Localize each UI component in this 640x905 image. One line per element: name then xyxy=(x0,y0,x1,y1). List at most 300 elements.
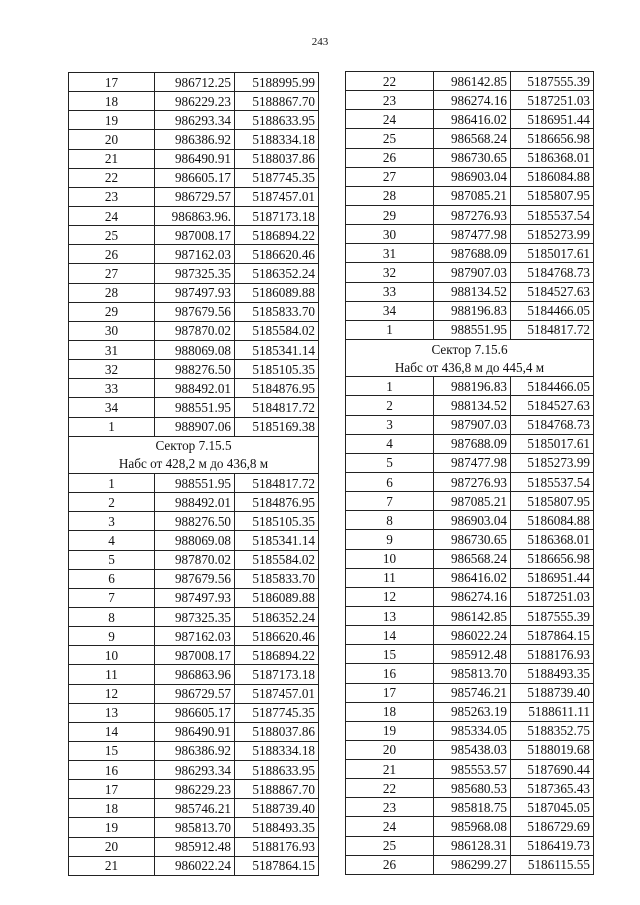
x-coordinate-cell: 986128.31 xyxy=(434,836,511,855)
x-coordinate-cell: 987325.35 xyxy=(155,607,235,626)
point-number-cell: 22 xyxy=(69,168,155,187)
y-coordinate-cell: 5184817.72 xyxy=(511,320,594,339)
point-number-cell: 21 xyxy=(69,856,155,875)
table-row xyxy=(69,473,319,492)
y-coordinate-cell: 5186352.24 xyxy=(235,607,319,626)
point-number-cell: 16 xyxy=(69,761,155,780)
table-row xyxy=(69,111,319,130)
y-coordinate-cell: 5186368.01 xyxy=(511,148,594,167)
y-coordinate-cell: 5187555.39 xyxy=(511,606,594,625)
y-coordinate-cell: 5187457.01 xyxy=(235,684,319,703)
table-row xyxy=(346,798,594,817)
point-number-cell: 4 xyxy=(346,434,434,453)
sector-height-range-row xyxy=(69,455,319,474)
x-coordinate-cell: 985263.19 xyxy=(434,702,511,721)
y-coordinate-cell: 5186089.88 xyxy=(235,588,319,607)
x-coordinate-cell: 986416.02 xyxy=(434,110,511,129)
x-coordinate-cell: 987688.09 xyxy=(434,434,511,453)
x-coordinate-cell: 988492.01 xyxy=(155,379,235,398)
table-row xyxy=(69,512,319,531)
x-coordinate-cell: 986730.65 xyxy=(434,148,511,167)
point-number-cell: 12 xyxy=(69,684,155,703)
y-coordinate-cell: 5187745.35 xyxy=(235,703,319,722)
y-coordinate-cell: 5185341.14 xyxy=(235,340,319,359)
table-row xyxy=(346,511,594,530)
y-coordinate-cell: 5184768.73 xyxy=(511,263,594,282)
x-coordinate-cell: 986568.24 xyxy=(434,549,511,568)
y-coordinate-cell: 5185584.02 xyxy=(235,321,319,340)
y-coordinate-cell: 5188739.40 xyxy=(235,799,319,818)
table-row xyxy=(346,530,594,549)
y-coordinate-cell: 5188633.95 xyxy=(235,111,319,130)
point-number-cell: 20 xyxy=(69,130,155,149)
point-number-cell: 24 xyxy=(346,817,434,836)
y-coordinate-cell: 5184527.63 xyxy=(511,396,594,415)
y-coordinate-cell: 5184876.95 xyxy=(235,493,319,512)
y-coordinate-cell: 5187745.35 xyxy=(235,168,319,187)
y-coordinate-cell: 5188611.11 xyxy=(511,702,594,721)
x-coordinate-cell: 988069.08 xyxy=(155,531,235,550)
table-row xyxy=(69,837,319,856)
x-coordinate-cell: 988069.08 xyxy=(155,340,235,359)
x-coordinate-cell: 986142.85 xyxy=(434,606,511,625)
table-row xyxy=(346,760,594,779)
x-coordinate-cell: 986712.25 xyxy=(155,73,235,92)
y-coordinate-cell: 5188633.95 xyxy=(235,761,319,780)
x-coordinate-cell: 986293.34 xyxy=(155,111,235,130)
x-coordinate-cell: 986142.85 xyxy=(434,72,511,91)
point-number-cell: 8 xyxy=(69,607,155,626)
table-row xyxy=(346,779,594,798)
y-coordinate-cell: 5184876.95 xyxy=(235,379,319,398)
point-number-cell: 3 xyxy=(346,415,434,434)
point-number-cell: 27 xyxy=(346,167,434,186)
y-coordinate-cell: 5187173.18 xyxy=(235,206,319,225)
table-row xyxy=(69,703,319,722)
point-number-cell: 32 xyxy=(346,263,434,282)
point-number-cell: 30 xyxy=(346,225,434,244)
sector-height-range: Набс от 436,8 м до 445,4 м xyxy=(346,358,594,377)
table-row xyxy=(69,302,319,321)
y-coordinate-cell: 5185017.61 xyxy=(511,434,594,453)
point-number-cell: 25 xyxy=(346,129,434,148)
x-coordinate-cell: 987276.93 xyxy=(434,472,511,491)
x-coordinate-cell: 987679.56 xyxy=(155,302,235,321)
x-coordinate-cell: 986903.04 xyxy=(434,167,511,186)
x-coordinate-cell: 986299.27 xyxy=(434,855,511,874)
x-coordinate-cell: 987477.98 xyxy=(434,453,511,472)
table-row xyxy=(69,856,319,875)
table-row xyxy=(69,283,319,302)
x-coordinate-cell: 986274.16 xyxy=(434,91,511,110)
table-row xyxy=(69,761,319,780)
x-coordinate-cell: 986903.04 xyxy=(434,511,511,530)
point-number-cell: 1 xyxy=(69,417,155,436)
x-coordinate-cell: 987325.35 xyxy=(155,264,235,283)
x-coordinate-cell: 986386.92 xyxy=(155,130,235,149)
table-row xyxy=(346,129,594,148)
table-row xyxy=(69,321,319,340)
page-number: 243 xyxy=(311,36,329,48)
y-coordinate-cell: 5187045.05 xyxy=(511,798,594,817)
x-coordinate-cell: 985680.53 xyxy=(434,779,511,798)
table-row xyxy=(346,626,594,645)
table-row xyxy=(346,244,594,263)
x-coordinate-cell: 986863.96. xyxy=(155,206,235,225)
sector-height-range: Набс от 428,2 м до 436,8 м xyxy=(69,455,319,474)
table-row xyxy=(69,569,319,588)
y-coordinate-cell: 5187457.01 xyxy=(235,187,319,206)
x-coordinate-cell: 986022.24 xyxy=(434,626,511,645)
y-coordinate-cell: 5186951.44 xyxy=(511,110,594,129)
x-coordinate-cell: 987162.03 xyxy=(155,627,235,646)
x-coordinate-cell: 988551.95 xyxy=(155,473,235,492)
table-row xyxy=(69,340,319,359)
point-number-cell: 29 xyxy=(69,302,155,321)
point-number-cell: 2 xyxy=(346,396,434,415)
x-coordinate-cell: 987688.09 xyxy=(434,244,511,263)
sector-title-row xyxy=(69,436,319,455)
table-row xyxy=(346,396,594,415)
point-number-cell: 18 xyxy=(69,799,155,818)
point-number-cell: 31 xyxy=(346,244,434,263)
y-coordinate-cell: 5188334.18 xyxy=(235,130,319,149)
table-row xyxy=(69,226,319,245)
point-number-cell: 14 xyxy=(346,626,434,645)
x-coordinate-cell: 985912.48 xyxy=(434,645,511,664)
point-number-cell: 26 xyxy=(69,245,155,264)
table-row xyxy=(346,415,594,434)
point-number-cell: 7 xyxy=(346,492,434,511)
point-number-cell: 24 xyxy=(69,206,155,225)
table-row xyxy=(69,130,319,149)
y-coordinate-cell: 5187251.03 xyxy=(511,91,594,110)
y-coordinate-cell: 5186115.55 xyxy=(511,855,594,874)
y-coordinate-cell: 5188493.35 xyxy=(235,818,319,837)
sector-title: Сектор 7.15.6 xyxy=(346,339,594,358)
x-coordinate-cell: 988134.52 xyxy=(434,282,511,301)
point-number-cell: 13 xyxy=(69,703,155,722)
y-coordinate-cell: 5188176.93 xyxy=(511,645,594,664)
point-number-cell: 33 xyxy=(69,379,155,398)
x-coordinate-cell: 986729.57 xyxy=(155,684,235,703)
x-coordinate-cell: 987679.56 xyxy=(155,569,235,588)
y-coordinate-cell: 5188995.99 xyxy=(235,73,319,92)
x-coordinate-cell: 986416.02 xyxy=(434,568,511,587)
point-number-cell: 15 xyxy=(346,645,434,664)
point-number-cell: 31 xyxy=(69,340,155,359)
x-coordinate-cell: 985746.21 xyxy=(434,683,511,702)
table-row xyxy=(346,225,594,244)
y-coordinate-cell: 5187365.43 xyxy=(511,779,594,798)
point-number-cell: 11 xyxy=(69,665,155,684)
point-number-cell: 9 xyxy=(69,627,155,646)
table-row xyxy=(69,780,319,799)
x-coordinate-cell: 988134.52 xyxy=(434,396,511,415)
table-row xyxy=(346,320,594,339)
table-row xyxy=(346,472,594,491)
point-number-cell: 22 xyxy=(346,72,434,91)
table-row xyxy=(346,186,594,205)
x-coordinate-cell: 985912.48 xyxy=(155,837,235,856)
x-coordinate-cell: 987497.93 xyxy=(155,588,235,607)
point-number-cell: 21 xyxy=(69,149,155,168)
point-number-cell: 21 xyxy=(346,760,434,779)
x-coordinate-cell: 988196.83 xyxy=(434,377,511,396)
y-coordinate-cell: 5185169.38 xyxy=(235,417,319,436)
table-row xyxy=(346,683,594,702)
point-number-cell: 13 xyxy=(346,606,434,625)
point-number-cell: 23 xyxy=(346,91,434,110)
point-number-cell: 4 xyxy=(69,531,155,550)
table-row xyxy=(346,568,594,587)
table-row xyxy=(346,205,594,224)
x-coordinate-cell: 987008.17 xyxy=(155,226,235,245)
table-row xyxy=(69,168,319,187)
table-row xyxy=(346,301,594,320)
point-number-cell: 25 xyxy=(69,226,155,245)
table-row xyxy=(346,110,594,129)
point-number-cell: 14 xyxy=(69,722,155,741)
y-coordinate-cell: 5188334.18 xyxy=(235,741,319,760)
x-coordinate-cell: 986274.16 xyxy=(434,587,511,606)
point-number-cell: 15 xyxy=(69,741,155,760)
y-coordinate-cell: 5186894.22 xyxy=(235,646,319,665)
x-coordinate-cell: 987085.21 xyxy=(434,186,511,205)
table-row xyxy=(69,722,319,741)
table-row xyxy=(69,245,319,264)
y-coordinate-cell: 5188867.70 xyxy=(235,780,319,799)
table-row xyxy=(69,741,319,760)
coordinates-table-right xyxy=(345,71,594,875)
point-number-cell: 28 xyxy=(346,186,434,205)
table-row xyxy=(69,531,319,550)
table-row xyxy=(346,453,594,472)
x-coordinate-cell: 988276.50 xyxy=(155,360,235,379)
point-number-cell: 19 xyxy=(69,818,155,837)
y-coordinate-cell: 5185105.35 xyxy=(235,512,319,531)
table-row xyxy=(69,684,319,703)
table-row xyxy=(346,434,594,453)
point-number-cell: 1 xyxy=(346,320,434,339)
point-number-cell: 30 xyxy=(69,321,155,340)
coordinates-table-left xyxy=(68,72,319,876)
point-number-cell: 11 xyxy=(346,568,434,587)
table-row xyxy=(346,855,594,874)
point-number-cell: 5 xyxy=(346,453,434,472)
table-row xyxy=(69,665,319,684)
point-number-cell: 32 xyxy=(69,360,155,379)
point-number-cell: 16 xyxy=(346,664,434,683)
point-number-cell: 34 xyxy=(69,398,155,417)
point-number-cell: 28 xyxy=(69,283,155,302)
y-coordinate-cell: 5186620.46 xyxy=(235,245,319,264)
point-number-cell: 1 xyxy=(346,377,434,396)
y-coordinate-cell: 5184466.05 xyxy=(511,301,594,320)
x-coordinate-cell: 988276.50 xyxy=(155,512,235,531)
x-coordinate-cell: 985553.57 xyxy=(434,760,511,779)
x-coordinate-cell: 985334.05 xyxy=(434,721,511,740)
y-coordinate-cell: 5185017.61 xyxy=(511,244,594,263)
point-number-cell: 9 xyxy=(346,530,434,549)
point-number-cell: 18 xyxy=(346,702,434,721)
y-coordinate-cell: 5188493.35 xyxy=(511,664,594,683)
x-coordinate-cell: 986729.57 xyxy=(155,187,235,206)
y-coordinate-cell: 5188037.86 xyxy=(235,149,319,168)
y-coordinate-cell: 5184466.05 xyxy=(511,377,594,396)
point-number-cell: 26 xyxy=(346,148,434,167)
sector-title: Сектор 7.15.5 xyxy=(69,436,319,455)
table-row xyxy=(69,360,319,379)
point-number-cell: 33 xyxy=(346,282,434,301)
table-row xyxy=(69,379,319,398)
point-number-cell: 23 xyxy=(346,798,434,817)
x-coordinate-cell: 985438.03 xyxy=(434,740,511,759)
y-coordinate-cell: 5186419.73 xyxy=(511,836,594,855)
point-number-cell: 19 xyxy=(346,721,434,740)
x-coordinate-cell: 986229.23 xyxy=(155,780,235,799)
y-coordinate-cell: 5186084.88 xyxy=(511,167,594,186)
y-coordinate-cell: 5185833.70 xyxy=(235,569,319,588)
point-number-cell: 22 xyxy=(346,779,434,798)
x-coordinate-cell: 986605.17 xyxy=(155,168,235,187)
sector-title-row xyxy=(346,339,594,358)
x-coordinate-cell: 988907.06 xyxy=(155,417,235,436)
table-row xyxy=(69,398,319,417)
x-coordinate-cell: 988492.01 xyxy=(155,493,235,512)
table-row xyxy=(69,206,319,225)
y-coordinate-cell: 5188352.75 xyxy=(511,721,594,740)
y-coordinate-cell: 5187173.18 xyxy=(235,665,319,684)
y-coordinate-cell: 5185341.14 xyxy=(235,531,319,550)
point-number-cell: 7 xyxy=(69,588,155,607)
y-coordinate-cell: 5187690.44 xyxy=(511,760,594,779)
table-row xyxy=(69,818,319,837)
x-coordinate-cell: 987907.03 xyxy=(434,263,511,282)
point-number-cell: 17 xyxy=(69,73,155,92)
table-row xyxy=(69,493,319,512)
table-row xyxy=(346,587,594,606)
point-number-cell: 20 xyxy=(69,837,155,856)
table-row xyxy=(346,282,594,301)
x-coordinate-cell: 987008.17 xyxy=(155,646,235,665)
y-coordinate-cell: 5186368.01 xyxy=(511,530,594,549)
point-number-cell: 27 xyxy=(69,264,155,283)
table-row xyxy=(69,588,319,607)
y-coordinate-cell: 5187251.03 xyxy=(511,587,594,606)
table-row xyxy=(69,264,319,283)
x-coordinate-cell: 987497.93 xyxy=(155,283,235,302)
point-number-cell: 34 xyxy=(346,301,434,320)
x-coordinate-cell: 985746.21 xyxy=(155,799,235,818)
y-coordinate-cell: 5185833.70 xyxy=(235,302,319,321)
x-coordinate-cell: 986293.34 xyxy=(155,761,235,780)
y-coordinate-cell: 5184527.63 xyxy=(511,282,594,301)
x-coordinate-cell: 987162.03 xyxy=(155,245,235,264)
x-coordinate-cell: 985813.70 xyxy=(434,664,511,683)
y-coordinate-cell: 5187555.39 xyxy=(511,72,594,91)
y-coordinate-cell: 5184768.73 xyxy=(511,415,594,434)
table-row xyxy=(346,702,594,721)
x-coordinate-cell: 986490.91 xyxy=(155,149,235,168)
table-row xyxy=(69,799,319,818)
x-coordinate-cell: 987907.03 xyxy=(434,415,511,434)
point-number-cell: 10 xyxy=(346,549,434,568)
x-coordinate-cell: 985818.75 xyxy=(434,798,511,817)
point-number-cell: 25 xyxy=(346,836,434,855)
y-coordinate-cell: 5185537.54 xyxy=(511,472,594,491)
y-coordinate-cell: 5188019.68 xyxy=(511,740,594,759)
x-coordinate-cell: 987870.02 xyxy=(155,550,235,569)
point-number-cell: 24 xyxy=(346,110,434,129)
y-coordinate-cell: 5187864.15 xyxy=(511,626,594,645)
y-coordinate-cell: 5186656.98 xyxy=(511,129,594,148)
y-coordinate-cell: 5188739.40 xyxy=(511,683,594,702)
point-number-cell: 26 xyxy=(346,855,434,874)
x-coordinate-cell: 987477.98 xyxy=(434,225,511,244)
point-number-cell: 5 xyxy=(69,550,155,569)
table-row xyxy=(346,91,594,110)
table-row xyxy=(69,92,319,111)
table-row xyxy=(346,549,594,568)
table-row xyxy=(69,187,319,206)
table-row xyxy=(69,73,319,92)
x-coordinate-cell: 986022.24 xyxy=(155,856,235,875)
table-row xyxy=(346,72,594,91)
x-coordinate-cell: 987085.21 xyxy=(434,492,511,511)
point-number-cell: 20 xyxy=(346,740,434,759)
table-row xyxy=(346,492,594,511)
point-number-cell: 23 xyxy=(69,187,155,206)
table-row xyxy=(346,817,594,836)
table-row xyxy=(69,417,319,436)
x-coordinate-cell: 986605.17 xyxy=(155,703,235,722)
x-coordinate-cell: 985968.08 xyxy=(434,817,511,836)
point-number-cell: 8 xyxy=(346,511,434,530)
point-number-cell: 18 xyxy=(69,92,155,111)
table-row xyxy=(346,148,594,167)
table-row xyxy=(69,627,319,646)
x-coordinate-cell: 986229.23 xyxy=(155,92,235,111)
table-row xyxy=(346,740,594,759)
y-coordinate-cell: 5188867.70 xyxy=(235,92,319,111)
table-row xyxy=(69,550,319,569)
x-coordinate-cell: 988551.95 xyxy=(434,320,511,339)
y-coordinate-cell: 5184817.72 xyxy=(235,398,319,417)
y-coordinate-cell: 5185273.99 xyxy=(511,453,594,472)
y-coordinate-cell: 5186352.24 xyxy=(235,264,319,283)
y-coordinate-cell: 5186656.98 xyxy=(511,549,594,568)
table-row xyxy=(69,149,319,168)
y-coordinate-cell: 5185273.99 xyxy=(511,225,594,244)
y-coordinate-cell: 5188176.93 xyxy=(235,837,319,856)
point-number-cell: 1 xyxy=(69,473,155,492)
x-coordinate-cell: 986863.96 xyxy=(155,665,235,684)
point-number-cell: 29 xyxy=(346,205,434,224)
y-coordinate-cell: 5185584.02 xyxy=(235,550,319,569)
point-number-cell: 6 xyxy=(346,472,434,491)
table-row xyxy=(346,167,594,186)
x-coordinate-cell: 987870.02 xyxy=(155,321,235,340)
y-coordinate-cell: 5187864.15 xyxy=(235,856,319,875)
table-row xyxy=(346,664,594,683)
y-coordinate-cell: 5185105.35 xyxy=(235,360,319,379)
y-coordinate-cell: 5188037.86 xyxy=(235,722,319,741)
y-coordinate-cell: 5185537.54 xyxy=(511,205,594,224)
x-coordinate-cell: 986490.91 xyxy=(155,722,235,741)
point-number-cell: 10 xyxy=(69,646,155,665)
x-coordinate-cell: 988551.95 xyxy=(155,398,235,417)
